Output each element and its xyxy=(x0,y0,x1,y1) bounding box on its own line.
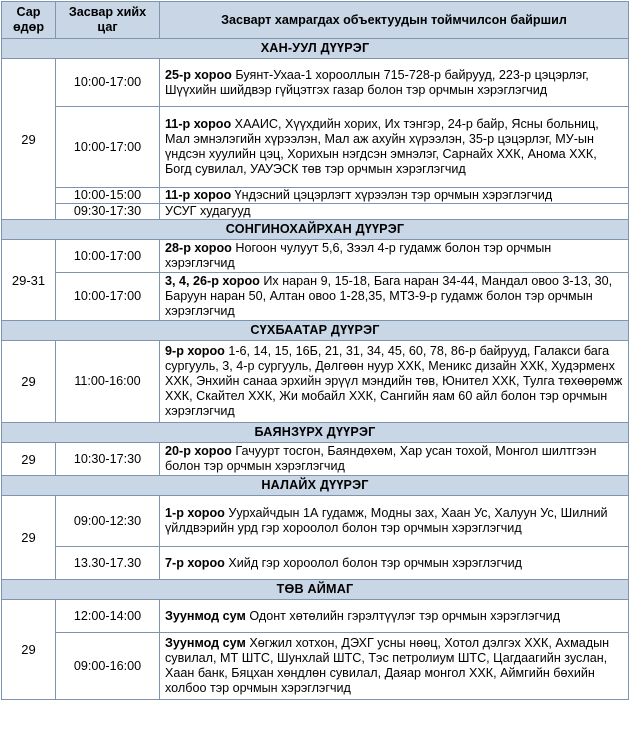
khoroo-label: Зуунмод сум xyxy=(165,636,246,650)
date-cell: 29 xyxy=(2,59,56,220)
location-cell xyxy=(160,341,629,423)
location-cell xyxy=(160,496,629,547)
table-row xyxy=(2,240,629,273)
table-row xyxy=(2,341,629,423)
table-row xyxy=(2,59,629,107)
district-khan-uul: ХАН-УУЛ ДҮҮРЭГ xyxy=(2,39,629,59)
table-row xyxy=(2,633,629,700)
location-text: УСУГ худагууд xyxy=(165,204,251,218)
header-row xyxy=(2,2,629,39)
location-text: Хөгжил хотхон, ДЭХГ усны нөөц, Хотол дэлгэх ХХК, Ахмадын сувилал, МТ ШТС, Шунхлай ШТС, Тэс петролиум ШТС, Цагдаагийн зуслан, Хаан банк, Бяцхан хөндлөн сувилал, Даяар монгол ХХК, Аймгийн бөхийн холбоо тэр орчмын хэрэглэгчид xyxy=(165,636,610,695)
header-time: Засвар хийх цаг xyxy=(56,2,160,39)
location-text: Үндэсний цэцэрлэгт хүрээлэн тэр орчмын хэрэглэгчид xyxy=(231,188,553,202)
time-cell: 09:00-16:00 xyxy=(56,633,160,700)
time-cell: 13.30-17.30 xyxy=(56,547,160,580)
table-row xyxy=(2,547,629,580)
location-text: Их наран 9, 15-18, Бага наран 34-44, Мандал овоо 3-13, 30, Баруун наран 50, Алтан овоо 1-28,35, МТЗ-9-р гудамж болон тэр орчмын хэрэглэгчид xyxy=(165,274,613,318)
location-cell xyxy=(160,600,629,633)
location-cell xyxy=(160,59,629,107)
location-text: Одонт хөтөлийн гэрэлтүүлэг тэр орчмын хэрэглэгчид xyxy=(245,608,561,623)
khoroo-label: 28-р хороо xyxy=(165,241,232,255)
location-text: Ногоон чулуут 5,6, Зээл 4-р гудамж болон тэр орчмын хэрэглэгчид xyxy=(165,241,552,270)
location-cell xyxy=(160,188,629,204)
location-cell xyxy=(160,204,629,220)
location-cell xyxy=(160,547,629,580)
date-cell: 29 xyxy=(2,443,56,476)
khoroo-label: 1-р хороо xyxy=(165,506,225,520)
date-cell: 29-31 xyxy=(2,240,56,321)
time-cell: 10:00-17:00 xyxy=(56,107,160,188)
date-cell: 29 xyxy=(2,496,56,580)
time-cell: 09:00-12:30 xyxy=(56,496,160,547)
location-cell xyxy=(160,107,629,188)
location-text: ХААИС, Хүүхдийн хорих, Их тэнгэр, 24-р байр, Ясны больниц, Мал эмнэлэгийн хүрээлэн, Мал аж ахуйн хүрээлэн, 35-р цэцэрлэг, МУ-ын үндсэн хуулийн цэц, Хорихын нэгдсэн эмнэлэг, Сарнайх ХХК, Анома ХХК, Богд сувилал, УАУЭСК төв тэр орчмын хэрэглэгчид xyxy=(165,117,599,176)
table-row xyxy=(2,107,629,188)
location-text: Хийд гэр хороолол болон тэр орчмын хэрэглэгчид xyxy=(224,555,522,570)
time-cell: 10:00-17:00 xyxy=(56,273,160,321)
header-location: Засварт хамрагдах объектуудын тоймчилсон байршил xyxy=(160,2,629,39)
location-cell xyxy=(160,633,629,700)
khoroo-label: 11-р хороо xyxy=(165,188,232,202)
table-row xyxy=(2,204,629,220)
district-songinokhairkhan: СОНГИНОХАЙРХАН ДҮҮРЭГ xyxy=(2,220,629,240)
table-row xyxy=(2,600,629,633)
time-cell: 12:00-14:00 xyxy=(56,600,160,633)
location-text: Буянт-Ухаа-1 хорооллын 715-728-р байрууд, 223-р цэцэрлэг, Шүүхийн шийдвэр гүйцэтгэх газар болон тэр орчмын хэрэглэгчид xyxy=(165,67,589,97)
time-cell: 10:00-15:00 xyxy=(56,188,160,204)
table-row xyxy=(2,273,629,321)
time-cell: 10:00-17:00 xyxy=(56,59,160,107)
date-cell: 29 xyxy=(2,600,56,700)
district-sukhbaatar: СҮХБААТАР ДҮҮРЭГ xyxy=(2,321,629,341)
table-row xyxy=(2,443,629,476)
time-cell: 10:30-17:30 xyxy=(56,443,160,476)
time-cell: 10:00-17:00 xyxy=(56,240,160,273)
time-cell: 09:30-17:30 xyxy=(56,204,160,220)
table-row xyxy=(2,188,629,204)
district-tuv-aimag: ТӨВ АЙМАГ xyxy=(2,580,629,600)
district-nalaikh: НАЛАЙХ ДҮҮРЭГ xyxy=(2,476,629,496)
district-bayanzurkh: БАЯНЗҮРХ ДҮҮРЭГ xyxy=(2,423,629,443)
table-row xyxy=(2,496,629,547)
location-text: 1-6, 14, 15, 16Б, 21, 31, 34, 45, 60, 78, 86-р байрууд, Галакси бага сургууль, 3, 4-р сургууль, Дөлгөөн нуур ХХК, Меникс дизайн ХХК, Худэрменх ХХК, Энхийн санаа эрхийн эрүүл мэндийн төв, Юнител ХХК, Тулга төхөөрөмж ХХК, Скайтел ХХК, Жи мобайл ХХК, Сангийн яам 60 айл болон тэр орчмын хэрэглэгчид xyxy=(165,344,623,418)
khoroo-label: 9-р хороо xyxy=(165,344,225,358)
date-cell: 29 xyxy=(2,341,56,423)
khoroo-label: Зуунмод сум xyxy=(165,608,246,623)
location-cell xyxy=(160,273,629,321)
header-day: Сар өдөр xyxy=(2,2,56,39)
khoroo-label: 25-р хороо xyxy=(165,67,232,82)
location-text: Гачуурт тосгон, Баяндөхөм, Хар усан тохой, Монгол шилтгээн болон тэр орчмын хэрэглэгчид xyxy=(165,444,597,473)
khoroo-label: 11-р хороо xyxy=(165,117,232,131)
location-text: Уурхайчдын 1А гудамж, Модны зах, Хаан Ус, Халуун Ус, Шилний үйлдвэрийн урд гэр хороолол болон тэр орчмын хэрэглэгчид xyxy=(165,506,608,535)
time-cell: 11:00-16:00 xyxy=(56,341,160,423)
khoroo-label: 3, 4, 26-р хороо xyxy=(165,274,260,288)
location-cell xyxy=(160,240,629,273)
khoroo-label: 7-р хороо xyxy=(165,555,225,570)
khoroo-label: 20-р хороо xyxy=(165,444,232,458)
location-cell xyxy=(160,443,629,476)
outage-schedule-table xyxy=(1,1,629,700)
